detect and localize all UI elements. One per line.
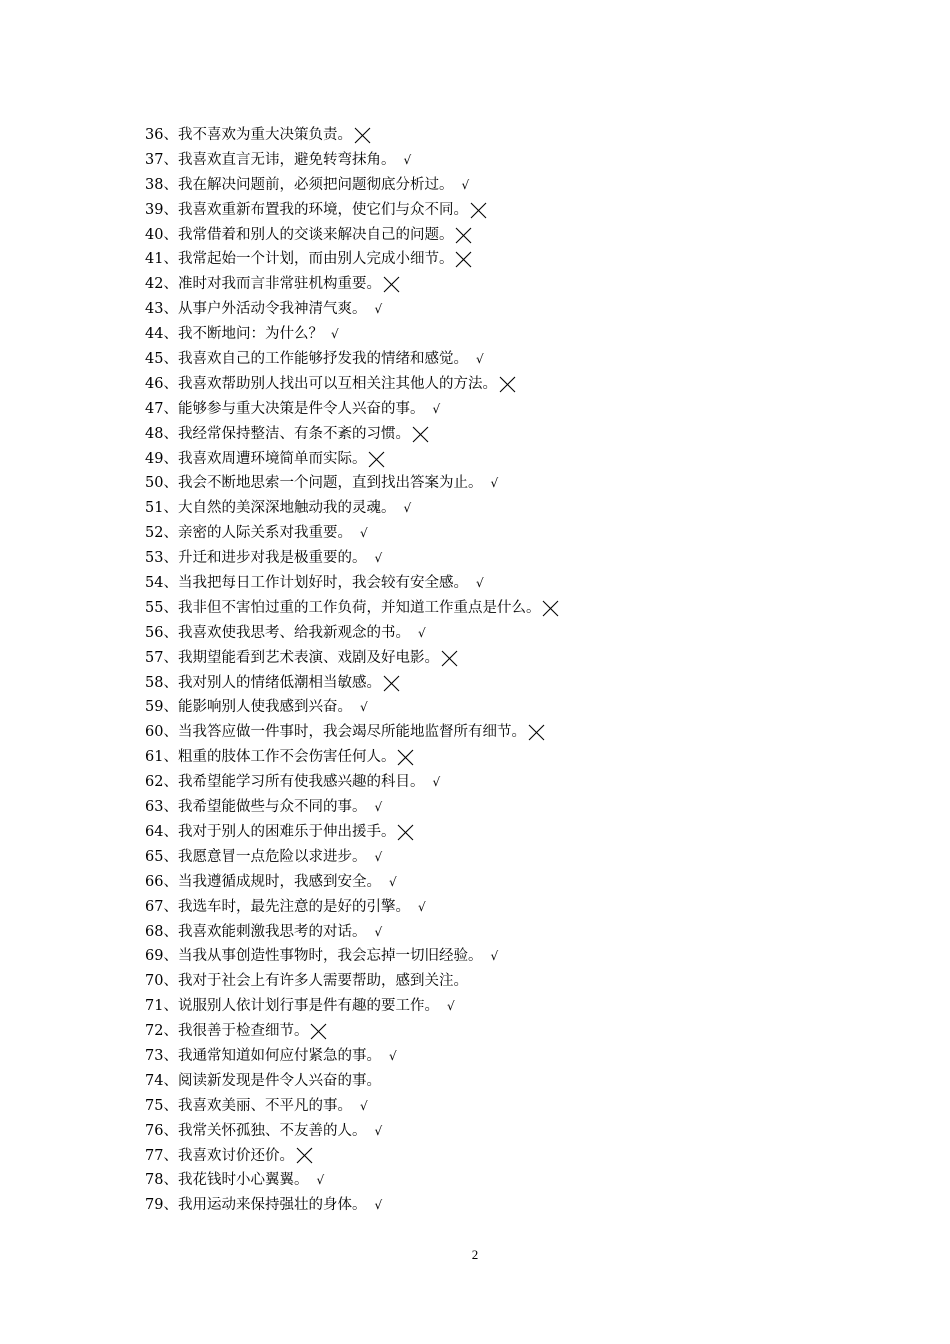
item-text: 38、我在解决问题前，必须把问题彻底分析过。	[145, 176, 454, 193]
item-text: 45、我喜欢自己的工作能够抒发我的情绪和感觉。	[145, 351, 468, 368]
check-mark-icon: √	[330, 327, 339, 342]
list-item	[145, 845, 845, 870]
list-item	[145, 297, 845, 322]
item-text: 43、从事户外活动令我神清气爽。	[145, 301, 367, 318]
item-text: 75、我喜欢美丽、不平凡的事。	[145, 1097, 352, 1114]
item-text: 37、我喜欢直言无讳，避免转弯抹角。	[145, 151, 396, 168]
cross-mark-icon	[542, 600, 559, 617]
item-text: 60、当我答应做一件事时，我会竭尽所能地监督所有细节。	[145, 724, 526, 741]
list-item	[145, 671, 845, 696]
item-text: 58、我对别人的情绪低潮相当敏感。	[145, 674, 381, 691]
item-text: 54、当我把每日工作计划好时，我会较有安全感。	[145, 575, 468, 592]
check-mark-icon: √	[432, 775, 441, 790]
item-text: 52、亲密的人际关系对我重要。	[145, 525, 352, 542]
item-text: 48、我经常保持整洁、有条不紊的习惯。	[145, 425, 410, 442]
item-text: 79、我用运动来保持强壮的身体。	[145, 1197, 367, 1214]
cross-mark-icon	[528, 724, 545, 741]
item-text: 72、我很善于检查细节。	[145, 1023, 309, 1040]
item-text: 39、我喜欢重新布置我的环境，使它们与众不同。	[145, 201, 468, 218]
cross-mark-icon	[499, 376, 516, 393]
item-text: 55、我非但不害怕过重的工作负荷，并知道工作重点是什么。	[145, 599, 541, 616]
list-item	[145, 1119, 845, 1144]
item-text: 40、我常借着和别人的交谈来解决自己的问题。	[145, 226, 454, 243]
item-text: 36、我不喜欢为重大决策负责。	[145, 127, 352, 143]
list-item	[145, 173, 845, 198]
item-text: 59、能影响别人使我感到兴奋。	[145, 699, 352, 716]
item-text: 65、我愿意冒一点危险以求进步。	[145, 848, 367, 865]
list-item	[145, 969, 845, 994]
item-text: 41、我常起始一个计划，而由别人完成小细节。	[145, 251, 454, 268]
check-mark-icon: √	[316, 1173, 325, 1188]
item-text: 77、我喜欢讨价还价。	[145, 1147, 294, 1164]
list-item	[145, 571, 845, 596]
list-item	[145, 322, 845, 347]
item-text: 76、我常关怀孤独、不友善的人。	[145, 1122, 367, 1139]
cross-mark-icon	[412, 426, 429, 443]
cross-mark-icon	[441, 650, 458, 667]
item-text: 47、能够参与重大决策是件令人兴奋的事。	[145, 400, 425, 417]
list-item	[145, 247, 845, 272]
list-item	[145, 198, 845, 223]
item-text: 70、我对于社会上有许多人需要帮助，感到关注。	[145, 973, 468, 990]
item-text: 61、粗重的肢体工作不会伤害任何人。	[145, 749, 396, 766]
list-item	[145, 1094, 845, 1119]
list-item	[145, 496, 845, 521]
list-item	[145, 1144, 845, 1169]
item-text: 69、当我从事创造性事物时，我会忘掉一切旧经验。	[145, 948, 483, 965]
item-text: 71、说服别人依计划行事是件有趣的要工作。	[145, 998, 439, 1015]
item-text: 42、准时对我而言非常驻机构重要。	[145, 276, 381, 293]
check-mark-icon: √	[403, 152, 412, 167]
check-mark-icon: √	[461, 177, 470, 192]
list-item	[145, 820, 845, 845]
list-item	[145, 372, 845, 397]
cross-mark-icon	[310, 1023, 327, 1040]
list-item	[145, 1019, 845, 1044]
list-item	[145, 123, 845, 148]
check-mark-icon: √	[374, 1123, 383, 1138]
cross-mark-icon	[397, 749, 414, 766]
item-text: 78、我花钱时小心翼翼。	[145, 1172, 309, 1189]
item-text: 46、我喜欢帮助别人找出可以互相关注其他人的方法。	[145, 375, 497, 392]
cross-mark-icon	[368, 451, 385, 468]
item-text: 67、我选车时，最先注意的是好的引擎。	[145, 898, 410, 915]
item-text: 74、阅读新发现是件令人兴奋的事。	[145, 1072, 381, 1089]
list-item	[145, 770, 845, 795]
list-item	[145, 695, 845, 720]
item-text: 53、升迁和进步对我是极重要的。	[145, 550, 367, 567]
check-mark-icon: √	[374, 800, 383, 815]
list-item	[145, 223, 845, 248]
check-mark-icon: √	[374, 849, 383, 864]
list-item	[145, 646, 845, 671]
cross-mark-icon	[455, 227, 472, 244]
check-mark-icon: √	[374, 551, 383, 566]
list-item	[145, 745, 845, 770]
list-item	[145, 994, 845, 1019]
item-text: 63、我希望能做些与众不同的事。	[145, 799, 367, 816]
check-mark-icon: √	[417, 899, 426, 914]
check-mark-icon: √	[374, 302, 383, 317]
list-item	[145, 895, 845, 920]
item-text: 44、我不断地问：为什么？	[145, 326, 323, 343]
list-item	[145, 397, 845, 422]
item-text: 56、我喜欢使我思考、给我新观念的书。	[145, 624, 410, 641]
check-mark-icon: √	[490, 949, 499, 964]
list-item	[145, 870, 845, 895]
check-mark-icon: √	[359, 1098, 368, 1113]
check-mark-icon: √	[374, 924, 383, 939]
list-item	[145, 920, 845, 945]
cross-mark-icon	[470, 202, 487, 219]
list-item	[145, 546, 845, 571]
list-item	[145, 1168, 845, 1193]
list-item	[145, 272, 845, 297]
list-item	[145, 521, 845, 546]
list-item	[145, 1044, 845, 1069]
list-item	[145, 621, 845, 646]
list-item	[145, 1193, 845, 1218]
list-item	[145, 447, 845, 472]
item-text: 64、我对于别人的困难乐于伸出援手。	[145, 823, 396, 840]
list-item	[145, 422, 845, 447]
cross-mark-icon	[397, 824, 414, 841]
list-item	[145, 1069, 845, 1094]
cross-mark-icon	[296, 1147, 313, 1164]
item-text: 62、我希望能学习所有使我感兴趣的科目。	[145, 774, 425, 791]
list-item	[145, 471, 845, 496]
check-mark-icon: √	[432, 401, 441, 416]
cross-mark-icon	[383, 276, 400, 293]
page-number: 2	[471, 1247, 479, 1262]
list-item	[145, 347, 845, 372]
item-text: 49、我喜欢周遭环境简单而实际。	[145, 450, 367, 467]
cross-mark-icon	[354, 127, 371, 144]
questionnaire-item-list	[145, 123, 845, 1218]
cross-mark-icon	[455, 251, 472, 268]
list-item	[145, 720, 845, 745]
cross-mark-icon	[383, 675, 400, 692]
item-text: 73、我通常知道如何应付紧急的事。	[145, 1047, 381, 1064]
check-mark-icon: √	[490, 476, 499, 491]
check-mark-icon: √	[475, 352, 484, 367]
check-mark-icon: √	[475, 576, 484, 591]
check-mark-icon: √	[446, 999, 455, 1014]
list-item	[145, 596, 845, 621]
item-text: 57、我期望能看到艺术表演、戏剧及好电影。	[145, 649, 439, 666]
check-mark-icon: √	[388, 874, 397, 889]
check-mark-icon: √	[403, 501, 412, 516]
item-text: 50、我会不断地思索一个问题，直到找出答案为止。	[145, 475, 483, 492]
check-mark-icon: √	[417, 625, 426, 640]
check-mark-icon: √	[359, 526, 368, 541]
list-item	[145, 944, 845, 969]
item-text: 66、当我遵循成规时，我感到安全。	[145, 873, 381, 890]
list-item	[145, 795, 845, 820]
item-text: 68、我喜欢能刺激我思考的对话。	[145, 923, 367, 940]
item-text: 51、大自然的美深深地触动我的灵魂。	[145, 500, 396, 517]
list-item	[145, 148, 845, 173]
check-mark-icon: √	[388, 1048, 397, 1063]
check-mark-icon: √	[359, 700, 368, 715]
check-mark-icon: √	[374, 1198, 383, 1213]
